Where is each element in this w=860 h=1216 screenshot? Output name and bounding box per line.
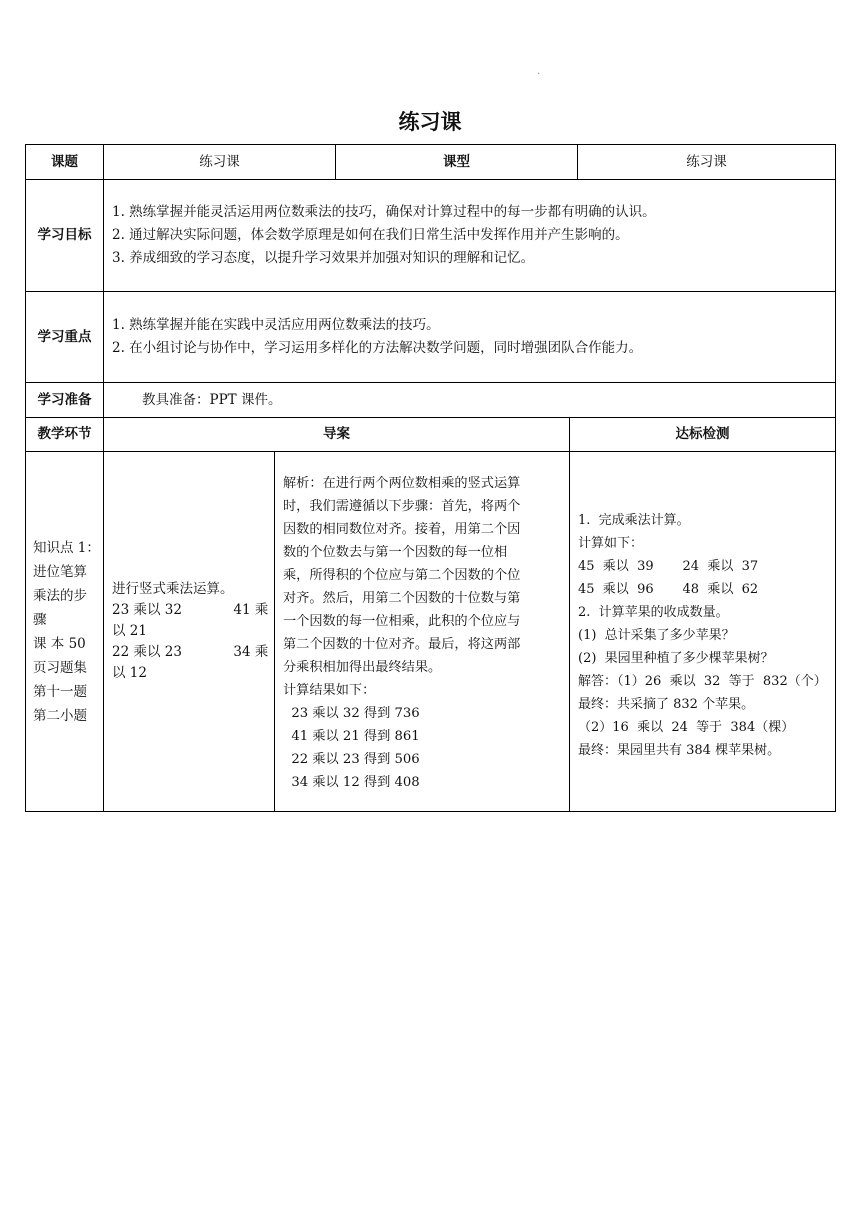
goals-label: 学习目标 (37, 227, 92, 243)
stage-line: 骤 (33, 611, 47, 628)
analysis-line: 计算结果如下： (283, 683, 376, 698)
check-line: (2) 果园里种植了多少棵苹果树？ (578, 651, 774, 666)
analysis-result: 41 乘以 21 得到 861 (283, 729, 420, 744)
guide-header: 导案 (323, 426, 350, 442)
exercise-line: 23 乘以 32 41 乘 (112, 602, 269, 618)
analysis-line: 数的个位数去与第一个因数的每一位相 (283, 545, 508, 560)
check-line: 45 乘以 39 24 乘以 37 (578, 559, 759, 574)
analysis-line: 解析：在进行两个两位数相乘的竖式运算 (283, 476, 521, 491)
focus-item: 1. 熟练掌握并能在实践中灵活应用两位数乘法的技巧。 (112, 317, 440, 333)
exercise-intro: 进行竖式乘法运算。 (112, 581, 234, 597)
analysis-line: 乘，所得积的个位应与第二个因数的个位 (283, 568, 521, 583)
check-cell (578, 509, 834, 769)
prep-text: 教具准备：PPT 课件。 (142, 391, 282, 408)
analysis-result: 34 乘以 12 得到 408 (283, 775, 420, 790)
analysis-line: 第二个因数的十位对齐。最后，将这两部 (283, 637, 521, 652)
goals-list (112, 180, 832, 291)
analysis-result: 23 乘以 32 得到 736 (283, 706, 420, 721)
stage-line: 进位笔算 (33, 563, 87, 580)
focus-label: 学习重点 (37, 328, 92, 345)
check-line: 解答：（1）26 乘以 32 等于 832（个） (578, 674, 827, 689)
analysis-cell (283, 472, 567, 802)
analysis-line: 分乘积相加得出最终结果。 (283, 660, 442, 675)
analysis-line: 一个因数的每一位相乘，此积的个位应与 (283, 614, 521, 629)
analysis-line: 对齐。然后，用第二个因数的十位数与第 (283, 591, 521, 606)
stage-line: 页习题集 (33, 659, 87, 676)
stage-line: 课 本 50 (33, 635, 86, 652)
check-line: （2）16 乘以 24 等于 384（棵） (578, 720, 795, 735)
check-line: 最终：共采摘了 832 个苹果。 (578, 697, 755, 712)
check-line: 计算如下： (578, 536, 644, 551)
stage-line: 第十一题 (33, 683, 87, 700)
check-line: 45 乘以 96 48 乘以 62 (578, 582, 759, 597)
stage-line: 知识点 1： (33, 539, 100, 556)
goal-item: 1. 熟练掌握并能灵活运用两位数乘法的技巧，确保对计算过程中的每一步都有明确的认识。 (112, 204, 656, 220)
exercise-line: 以 12 (112, 665, 147, 681)
goal-item: 3. 养成细致的学习态度，以提升学习效果并加强对知识的理解和记忆。 (112, 250, 535, 266)
check-line: 最终：果园里共有 384 棵苹果树。 (578, 743, 781, 758)
check-header: 达标检测 (675, 426, 730, 442)
stage-line: 第二小题 (33, 707, 87, 724)
analysis-line: 因数的相同数位对齐。接着，用第二个因 (283, 522, 521, 537)
type-label: 课型 (443, 153, 470, 170)
analysis-result: 22 乘以 23 得到 506 (283, 752, 420, 767)
focus-item: 2. 在小组讨论与协作中，学习运用多样化的方法解决数学问题，同时增强团队合作能力。 (112, 340, 643, 356)
check-line: (1) 总计采集了多少苹果？ (578, 628, 735, 643)
exercise-cell (112, 452, 272, 811)
analysis-line: 时，我们需遵循以下步骤：首先，将两个 (283, 499, 521, 514)
exercise-line: 22 乘以 23 34 乘 (112, 644, 269, 660)
focus-list (112, 292, 832, 382)
check-line: 1. 完成乘法计算。 (578, 513, 690, 528)
prep-label: 学习准备 (37, 391, 92, 408)
exercise-line: 以 21 (112, 623, 147, 639)
stage-header: 教学环节 (37, 426, 92, 442)
page-title: 练习课 (398, 110, 462, 134)
stage-line: 乘法的步 (33, 587, 87, 604)
type-value: 练习课 (686, 153, 727, 170)
topic-label: 课题 (51, 153, 78, 170)
header-mark: . (537, 66, 541, 77)
goal-item: 2. 通过解决实际问题，体会数学原理是如何在我们日常生活中发挥作用并产生影响的。 (112, 227, 629, 243)
stage-cell (33, 452, 101, 811)
topic-value: 练习课 (199, 153, 240, 170)
check-line: 2. 计算苹果的收成数量。 (578, 605, 729, 620)
